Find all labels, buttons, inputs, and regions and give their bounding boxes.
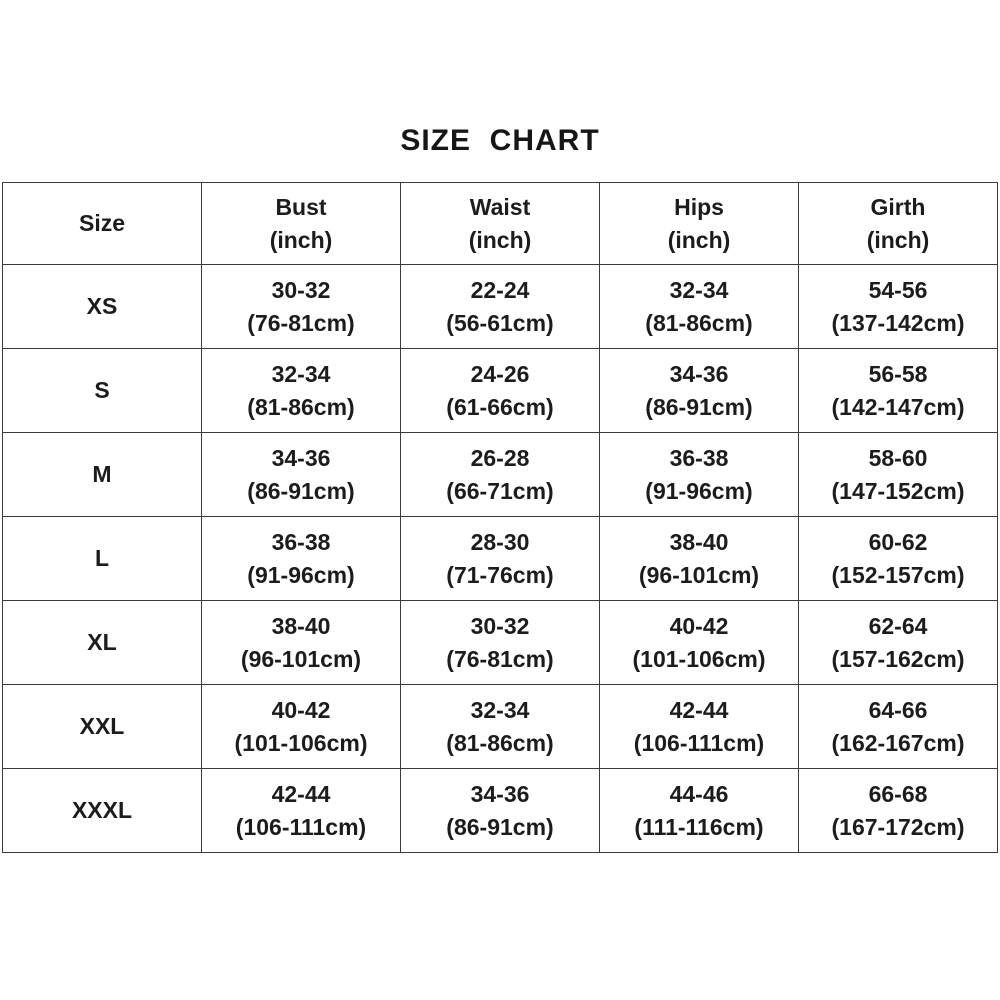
cm-range: (152-157cm) xyxy=(831,561,965,588)
inch-range: 40-42 xyxy=(669,612,729,639)
cm-range: (157-162cm) xyxy=(831,645,965,672)
waist-cell xyxy=(401,601,600,685)
inch-range: 58-60 xyxy=(868,444,928,471)
cm-range: (56-61cm) xyxy=(446,309,554,336)
cm-range: (162-167cm) xyxy=(831,729,965,756)
table-row-l xyxy=(3,517,998,601)
girth-cell xyxy=(799,601,998,685)
inch-range: 32-34 xyxy=(470,696,530,723)
inch-range: 36-38 xyxy=(669,444,729,471)
girth-cell xyxy=(799,433,998,517)
cm-range: (66-71cm) xyxy=(446,477,554,504)
bust-cell xyxy=(202,685,401,769)
size-cell xyxy=(3,265,202,349)
size-cell xyxy=(3,769,202,853)
column-unit: (inch) xyxy=(468,226,532,253)
bust-cell xyxy=(202,517,401,601)
column-label: Bust xyxy=(275,193,327,220)
size-cell xyxy=(3,685,202,769)
inch-range: 54-56 xyxy=(868,276,928,303)
cm-range: (91-96cm) xyxy=(645,477,753,504)
inch-range: 32-34 xyxy=(271,360,331,387)
column-header-size xyxy=(3,183,202,265)
size-label: XXXL xyxy=(71,797,133,823)
cm-range: (91-96cm) xyxy=(247,561,355,588)
inch-range: 36-38 xyxy=(271,528,331,555)
size-chart-table xyxy=(2,182,998,853)
table-body xyxy=(3,265,998,853)
hips-cell xyxy=(600,349,799,433)
inch-range: 38-40 xyxy=(669,528,729,555)
page-title: SIZE CHART xyxy=(400,124,600,157)
bust-cell xyxy=(202,769,401,853)
cm-range: (76-81cm) xyxy=(247,309,355,336)
hips-cell xyxy=(600,685,799,769)
size-cell xyxy=(3,601,202,685)
waist-cell xyxy=(401,433,600,517)
girth-cell xyxy=(799,265,998,349)
cm-range: (86-91cm) xyxy=(446,813,554,840)
column-label: Size xyxy=(78,210,126,236)
bust-cell xyxy=(202,265,401,349)
table-row-xxxl xyxy=(3,769,998,853)
waist-cell xyxy=(401,685,600,769)
cm-range: (137-142cm) xyxy=(831,309,965,336)
waist-cell xyxy=(401,517,600,601)
bust-cell xyxy=(202,349,401,433)
table-row-xs xyxy=(3,265,998,349)
size-label: S xyxy=(94,377,110,403)
hips-cell xyxy=(600,601,799,685)
column-label: Girth xyxy=(870,193,926,220)
inch-range: 44-46 xyxy=(669,780,729,807)
cm-range: (76-81cm) xyxy=(446,645,554,672)
girth-cell xyxy=(799,685,998,769)
column-header-girth xyxy=(799,183,998,265)
hips-cell xyxy=(600,517,799,601)
table-header xyxy=(3,183,998,265)
hips-cell xyxy=(600,433,799,517)
cm-range: (101-106cm) xyxy=(632,645,766,672)
inch-range: 32-34 xyxy=(669,276,729,303)
column-unit: (inch) xyxy=(269,226,333,253)
inch-range: 64-66 xyxy=(868,696,928,723)
inch-range: 26-28 xyxy=(470,444,530,471)
girth-cell xyxy=(799,769,998,853)
cm-range: (71-76cm) xyxy=(446,561,554,588)
cm-range: (106-111cm) xyxy=(633,729,765,756)
bust-cell xyxy=(202,433,401,517)
size-cell xyxy=(3,517,202,601)
inch-range: 56-58 xyxy=(868,360,928,387)
size-label: XS xyxy=(86,293,118,319)
inch-range: 34-36 xyxy=(470,780,530,807)
inch-range: 30-32 xyxy=(271,276,331,303)
column-label: Hips xyxy=(674,193,724,220)
column-header-bust xyxy=(202,183,401,265)
waist-cell xyxy=(401,769,600,853)
cm-range: (86-91cm) xyxy=(645,393,753,420)
waist-cell xyxy=(401,265,600,349)
cm-range: (147-152cm) xyxy=(831,477,965,504)
girth-cell xyxy=(799,349,998,433)
table-row-xl xyxy=(3,601,998,685)
inch-range: 30-32 xyxy=(470,612,530,639)
cm-range: (81-86cm) xyxy=(446,729,554,756)
table-row-m xyxy=(3,433,998,517)
cm-range: (61-66cm) xyxy=(446,393,554,420)
hips-cell xyxy=(600,769,799,853)
column-unit: (inch) xyxy=(866,226,930,253)
inch-range: 28-30 xyxy=(470,528,530,555)
column-unit: (inch) xyxy=(667,226,731,253)
cm-range: (111-116cm) xyxy=(634,813,764,840)
inch-range: 38-40 xyxy=(271,612,331,639)
header-row xyxy=(3,183,998,265)
column-header-waist xyxy=(401,183,600,265)
inch-range: 60-62 xyxy=(868,528,928,555)
size-label: XL xyxy=(87,629,117,655)
cm-range: (96-101cm) xyxy=(638,561,760,588)
inch-range: 62-64 xyxy=(868,612,928,639)
inch-range: 34-36 xyxy=(669,360,729,387)
column-label: Waist xyxy=(469,193,531,220)
inch-range: 42-44 xyxy=(669,696,729,723)
cm-range: (81-86cm) xyxy=(645,309,753,336)
inch-range: 24-26 xyxy=(470,360,530,387)
cm-range: (142-147cm) xyxy=(831,393,965,420)
inch-range: 22-24 xyxy=(470,276,530,303)
column-header-hips xyxy=(600,183,799,265)
bust-cell xyxy=(202,601,401,685)
size-cell xyxy=(3,433,202,517)
girth-cell xyxy=(799,517,998,601)
hips-cell xyxy=(600,265,799,349)
inch-range: 34-36 xyxy=(271,444,331,471)
cm-range: (167-172cm) xyxy=(831,813,965,840)
inch-range: 42-44 xyxy=(271,780,331,807)
cm-range: (106-111cm) xyxy=(235,813,367,840)
cm-range: (96-101cm) xyxy=(240,645,362,672)
size-label: L xyxy=(94,545,110,571)
table-row-xxl xyxy=(3,685,998,769)
size-cell xyxy=(3,349,202,433)
cm-range: (81-86cm) xyxy=(247,393,355,420)
inch-range: 66-68 xyxy=(868,780,928,807)
size-label: M xyxy=(92,461,112,487)
table-row-s xyxy=(3,349,998,433)
inch-range: 40-42 xyxy=(271,696,331,723)
cm-range: (86-91cm) xyxy=(247,477,355,504)
waist-cell xyxy=(401,349,600,433)
cm-range: (101-106cm) xyxy=(234,729,368,756)
size-label: XXL xyxy=(79,713,125,739)
